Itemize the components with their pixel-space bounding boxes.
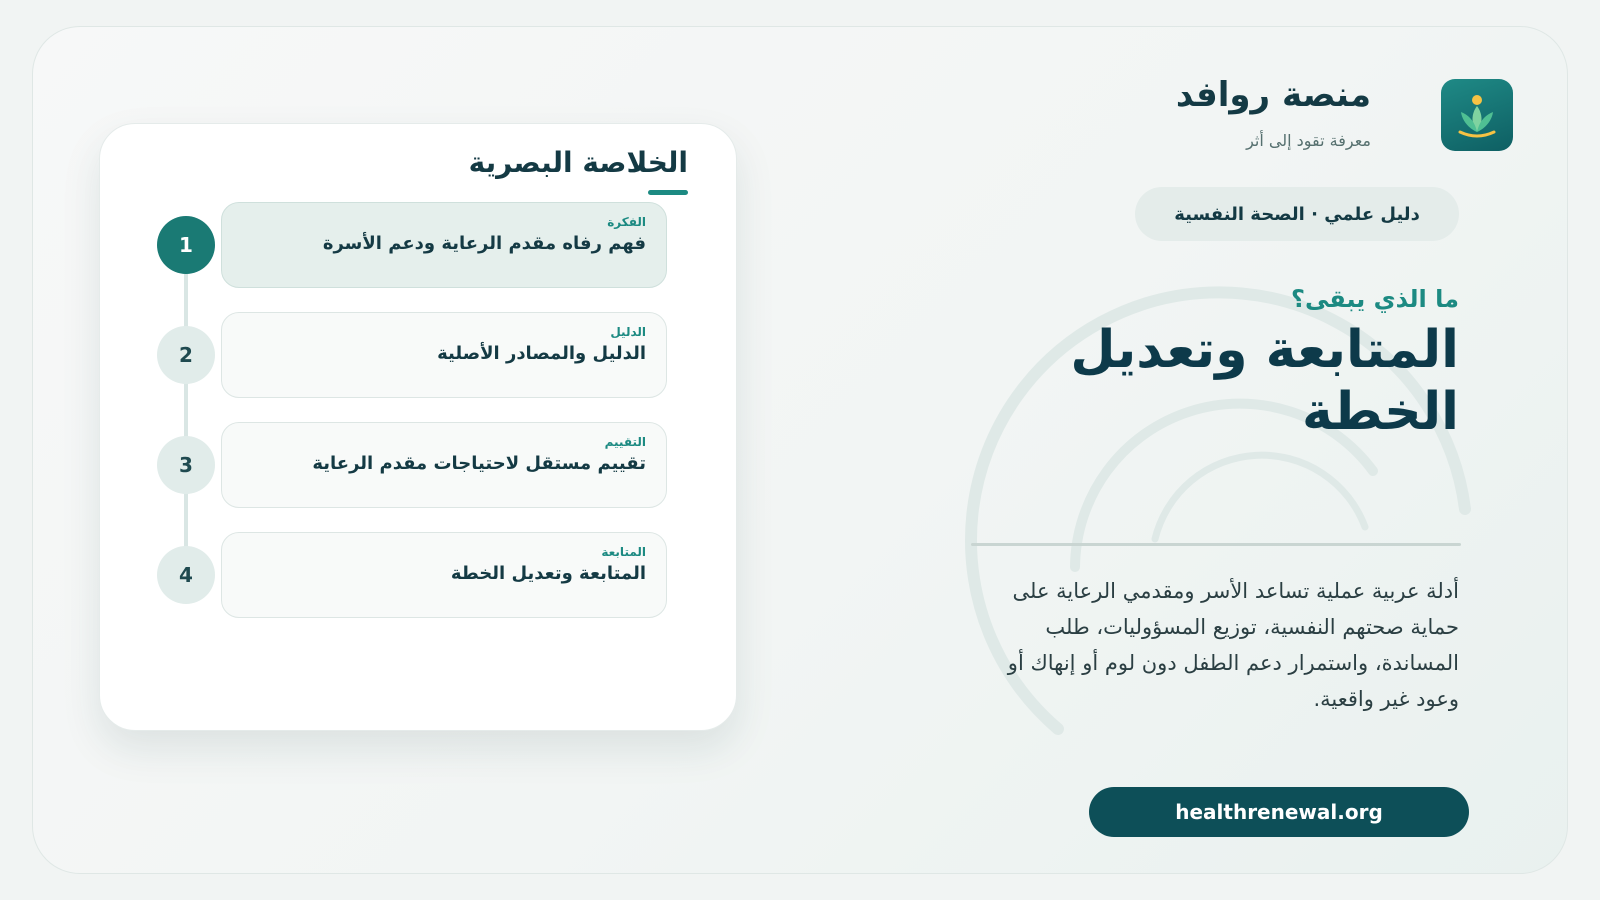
step-card-3[interactable]	[221, 422, 667, 508]
brand-tagline: معرفة تقود إلى أثر	[1246, 131, 1371, 150]
step-label: الفكرة	[607, 215, 646, 229]
step-number-4: 4	[157, 546, 215, 604]
step-text: الدليل والمصادر الأصلية	[437, 343, 646, 364]
divider	[971, 543, 1461, 546]
step-label: التقييم	[604, 435, 646, 449]
hero-title: المتابعة وتعديل الخطة	[1070, 320, 1459, 442]
panel-title-underline	[648, 190, 688, 195]
step-number-1: 1	[157, 216, 215, 274]
visual-summary-panel	[99, 123, 737, 731]
panel-title: الخلاصة البصرية	[468, 146, 688, 179]
category-pill: دليل علمي · الصحة النفسية	[1135, 187, 1459, 241]
step-card-2[interactable]	[221, 312, 667, 398]
step-card-4[interactable]	[221, 532, 667, 618]
step-number-3: 3	[157, 436, 215, 494]
slide-card	[32, 26, 1568, 874]
hero-description: أدلة عربية عملية تساعد الأسر ومقدمي الرعاية على حماية صحتهم النفسية، توزيع المسؤوليات، طلب المساندة، واستمرار دعم الطفل دون لوم أو إنهاك أو وعود غير واقعية.	[1007, 579, 1459, 711]
step-label: المتابعة	[601, 545, 646, 559]
arc-inner	[1155, 455, 1365, 539]
step-text: تقييم مستقل لاحتياجات مقدم الرعاية	[312, 453, 646, 474]
lotus-logo-icon	[1450, 88, 1504, 142]
step-number-2: 2	[157, 326, 215, 384]
brand-name: منصة روافد	[1175, 75, 1371, 115]
step-card-1[interactable]	[221, 202, 667, 288]
hero-kicker: ما الذي يبقى؟	[1291, 285, 1459, 313]
step-label: الدليل	[610, 325, 646, 339]
brand-logo[interactable]	[1441, 79, 1513, 151]
step-text: فهم رفاه مقدم الرعاية ودعم الأسرة	[322, 233, 646, 254]
step-text: المتابعة وتعديل الخطة	[450, 563, 646, 584]
website-button[interactable]: healthrenewal.org	[1089, 787, 1469, 837]
timeline-connector	[184, 244, 188, 574]
